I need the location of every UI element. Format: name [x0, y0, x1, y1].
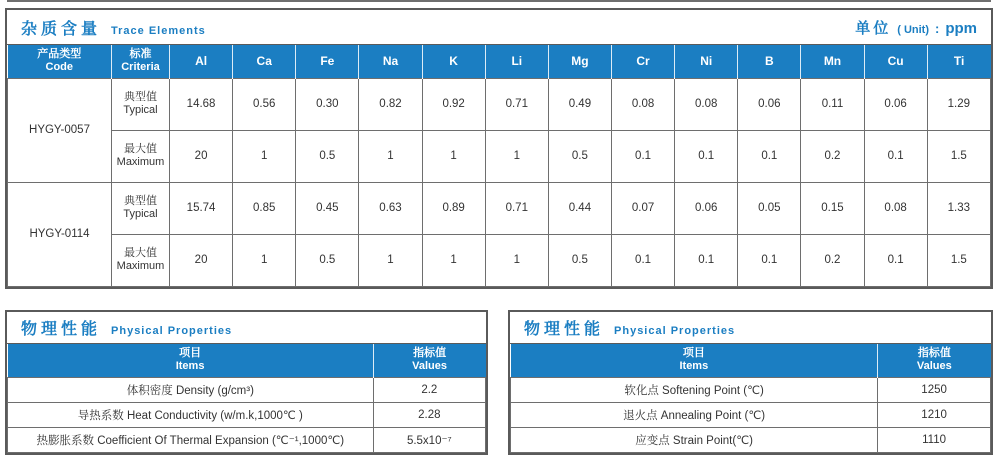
col-header-code-en: Code — [45, 61, 73, 74]
criteria-type-cell — [112, 78, 170, 130]
value-cell: 1 — [233, 130, 296, 182]
table-row — [8, 234, 991, 286]
col-header-code — [8, 45, 112, 78]
trace-elements-table — [5, 8, 993, 289]
table-row — [511, 427, 991, 452]
physical-right-title — [524, 316, 735, 339]
col-header-criteria — [112, 45, 170, 78]
value-cell: 0.5 — [548, 130, 611, 182]
property-value-cell: 2.2 — [373, 377, 485, 402]
items-header-zh: 项目 — [682, 347, 705, 360]
value-cell: 1.29 — [927, 78, 990, 130]
value-cell: 0.06 — [675, 182, 738, 234]
value-cell: 1 — [485, 234, 548, 286]
criteria-en: Typical — [123, 208, 158, 220]
table-row — [8, 78, 991, 130]
property-item-cell: 导热系数 Heat Conductivity (w/m.k,1000℃ ) — [8, 402, 374, 427]
product-code-cell: HYGY-0114 — [8, 182, 112, 286]
value-cell: 0.92 — [422, 78, 485, 130]
value-cell: 1 — [422, 130, 485, 182]
value-cell: 0.1 — [738, 234, 801, 286]
trace-title-zh: 杂质含量 — [21, 20, 102, 38]
page-top-rule — [7, 0, 991, 2]
physical-left-title-en: Physical Properties — [111, 325, 233, 337]
value-cell: 20 — [170, 130, 233, 182]
value-cell: 0.1 — [675, 234, 738, 286]
col-header-ca: Ca — [233, 45, 296, 78]
value-cell: 0.71 — [485, 182, 548, 234]
physical-properties-table-right — [508, 310, 993, 455]
physical-right-title-en: Physical Properties — [614, 325, 736, 337]
value-cell: 0.06 — [738, 78, 801, 130]
table-row — [511, 377, 991, 402]
value-cell: 0.08 — [675, 78, 738, 130]
col-header-criteria-en: Criteria — [121, 61, 160, 74]
value-cell: 0.07 — [611, 182, 674, 234]
col-header-items — [8, 344, 374, 377]
col-header-b: B — [738, 45, 801, 78]
value-cell: 0.2 — [801, 234, 864, 286]
values-header-zh: 指标值 — [413, 347, 447, 360]
value-cell: 0.1 — [611, 130, 674, 182]
property-item-cell: 退火点 Annealing Point (℃) — [511, 402, 878, 427]
value-cell: 0.1 — [675, 130, 738, 182]
trace-elements-title-bar — [7, 10, 991, 45]
col-header-criteria-zh: 标准 — [129, 48, 152, 61]
col-header-cu: Cu — [864, 45, 927, 78]
value-cell: 0.82 — [359, 78, 422, 130]
physical-properties-table-left — [5, 310, 488, 455]
trace-title-en: Trace Elements — [111, 24, 206, 37]
col-header-na: Na — [359, 45, 422, 78]
value-cell: 0.1 — [864, 130, 927, 182]
value-cell: 15.74 — [170, 182, 233, 234]
value-cell: 0.63 — [359, 182, 422, 234]
table-row — [8, 182, 991, 234]
value-cell: 0.11 — [801, 78, 864, 130]
value-cell: 1 — [485, 130, 548, 182]
trace-header-row — [8, 45, 991, 78]
physical-right-header-row — [511, 344, 991, 377]
value-cell: 0.1 — [738, 130, 801, 182]
value-cell: 0.49 — [548, 78, 611, 130]
items-header-en: Items — [679, 360, 709, 373]
table-row — [8, 402, 486, 427]
criteria-zh: 最大值 — [124, 247, 157, 259]
col-header-ti: Ti — [927, 45, 990, 78]
criteria-en: Typical — [123, 104, 158, 116]
trace-elements-title — [21, 16, 206, 39]
physical-right-title-bar — [510, 312, 991, 344]
table-row — [8, 377, 486, 402]
value-cell: 1.5 — [927, 130, 990, 182]
col-header-cr: Cr — [611, 45, 674, 78]
value-cell: 0.56 — [233, 78, 296, 130]
physical-left-grid — [7, 344, 486, 453]
values-header-en: Values — [412, 360, 447, 373]
property-value-cell: 5.5x10⁻⁷ — [373, 427, 485, 452]
value-cell: 14.68 — [170, 78, 233, 130]
property-value-cell: 1210 — [878, 402, 991, 427]
physical-left-title-zh: 物理性能 — [21, 321, 102, 338]
value-cell: 0.2 — [801, 130, 864, 182]
value-cell: 0.45 — [296, 182, 359, 234]
property-value-cell: 2.28 — [373, 402, 485, 427]
table-row — [8, 427, 486, 452]
criteria-type-cell — [112, 182, 170, 234]
physical-left-title — [21, 316, 232, 339]
criteria-en: Maximum — [116, 260, 165, 272]
unit-indicator — [855, 17, 977, 38]
property-item-cell: 体积密度 Density (g/cm³) — [8, 377, 374, 402]
col-header-mn: Mn — [801, 45, 864, 78]
criteria-zh: 典型值 — [124, 91, 157, 103]
items-header-zh: 项目 — [179, 347, 202, 360]
property-value-cell: 1250 — [878, 377, 991, 402]
value-cell: 1.5 — [927, 234, 990, 286]
value-cell: 1.33 — [927, 182, 990, 234]
unit-label-en: ( Unit) — [897, 23, 929, 36]
unit-value: ppm — [945, 19, 977, 37]
value-cell: 1 — [359, 130, 422, 182]
col-header-al: Al — [170, 45, 233, 78]
property-item-cell: 热膨胀系数 Coefficient Of Thermal Expansion (℃⁻¹,1000℃) — [8, 427, 374, 452]
values-header-en: Values — [916, 360, 952, 373]
items-header-en: Items — [175, 360, 205, 373]
value-cell: 0.89 — [422, 182, 485, 234]
table-row — [511, 402, 991, 427]
value-cell: 1 — [359, 234, 422, 286]
value-cell: 0.5 — [296, 234, 359, 286]
value-cell: 20 — [170, 234, 233, 286]
product-code-cell: HYGY-0057 — [8, 78, 112, 182]
col-header-fe: Fe — [296, 45, 359, 78]
col-header-values — [878, 344, 991, 377]
property-item-cell: 软化点 Softening Point (℃) — [511, 377, 878, 402]
criteria-type-cell — [112, 130, 170, 182]
value-cell: 0.5 — [296, 130, 359, 182]
physical-left-header-row — [8, 344, 486, 377]
value-cell: 0.44 — [548, 182, 611, 234]
criteria-zh: 典型值 — [124, 195, 157, 207]
col-header-k: K — [422, 45, 485, 78]
value-cell: 0.08 — [864, 182, 927, 234]
value-cell: 0.05 — [738, 182, 801, 234]
criteria-zh: 最大值 — [124, 143, 157, 155]
unit-colon: : — [934, 20, 940, 36]
col-header-ni: Ni — [675, 45, 738, 78]
table-row — [8, 130, 991, 182]
col-header-values — [373, 344, 485, 377]
value-cell: 0.08 — [611, 78, 674, 130]
criteria-type-cell — [112, 234, 170, 286]
physical-right-title-zh: 物理性能 — [524, 321, 605, 338]
physical-left-title-bar — [7, 312, 486, 344]
value-cell: 0.5 — [548, 234, 611, 286]
value-cell: 0.1 — [611, 234, 674, 286]
value-cell: 0.30 — [296, 78, 359, 130]
value-cell: 0.15 — [801, 182, 864, 234]
value-cell: 0.85 — [233, 182, 296, 234]
physical-right-grid — [510, 344, 991, 453]
col-header-mg: Mg — [548, 45, 611, 78]
unit-label-zh: 单位 — [855, 19, 892, 37]
trace-elements-grid — [7, 45, 991, 287]
value-cell: 0.1 — [864, 234, 927, 286]
col-header-code-zh: 产品类型 — [37, 48, 82, 61]
value-cell: 1 — [233, 234, 296, 286]
value-cell: 0.71 — [485, 78, 548, 130]
values-header-zh: 指标值 — [917, 347, 951, 360]
col-header-items — [511, 344, 878, 377]
col-header-li: Li — [485, 45, 548, 78]
criteria-en: Maximum — [116, 156, 165, 168]
property-value-cell: 1110 — [878, 427, 991, 452]
property-item-cell: 应变点 Strain Point(℃) — [511, 427, 878, 452]
value-cell: 1 — [422, 234, 485, 286]
value-cell: 0.06 — [864, 78, 927, 130]
